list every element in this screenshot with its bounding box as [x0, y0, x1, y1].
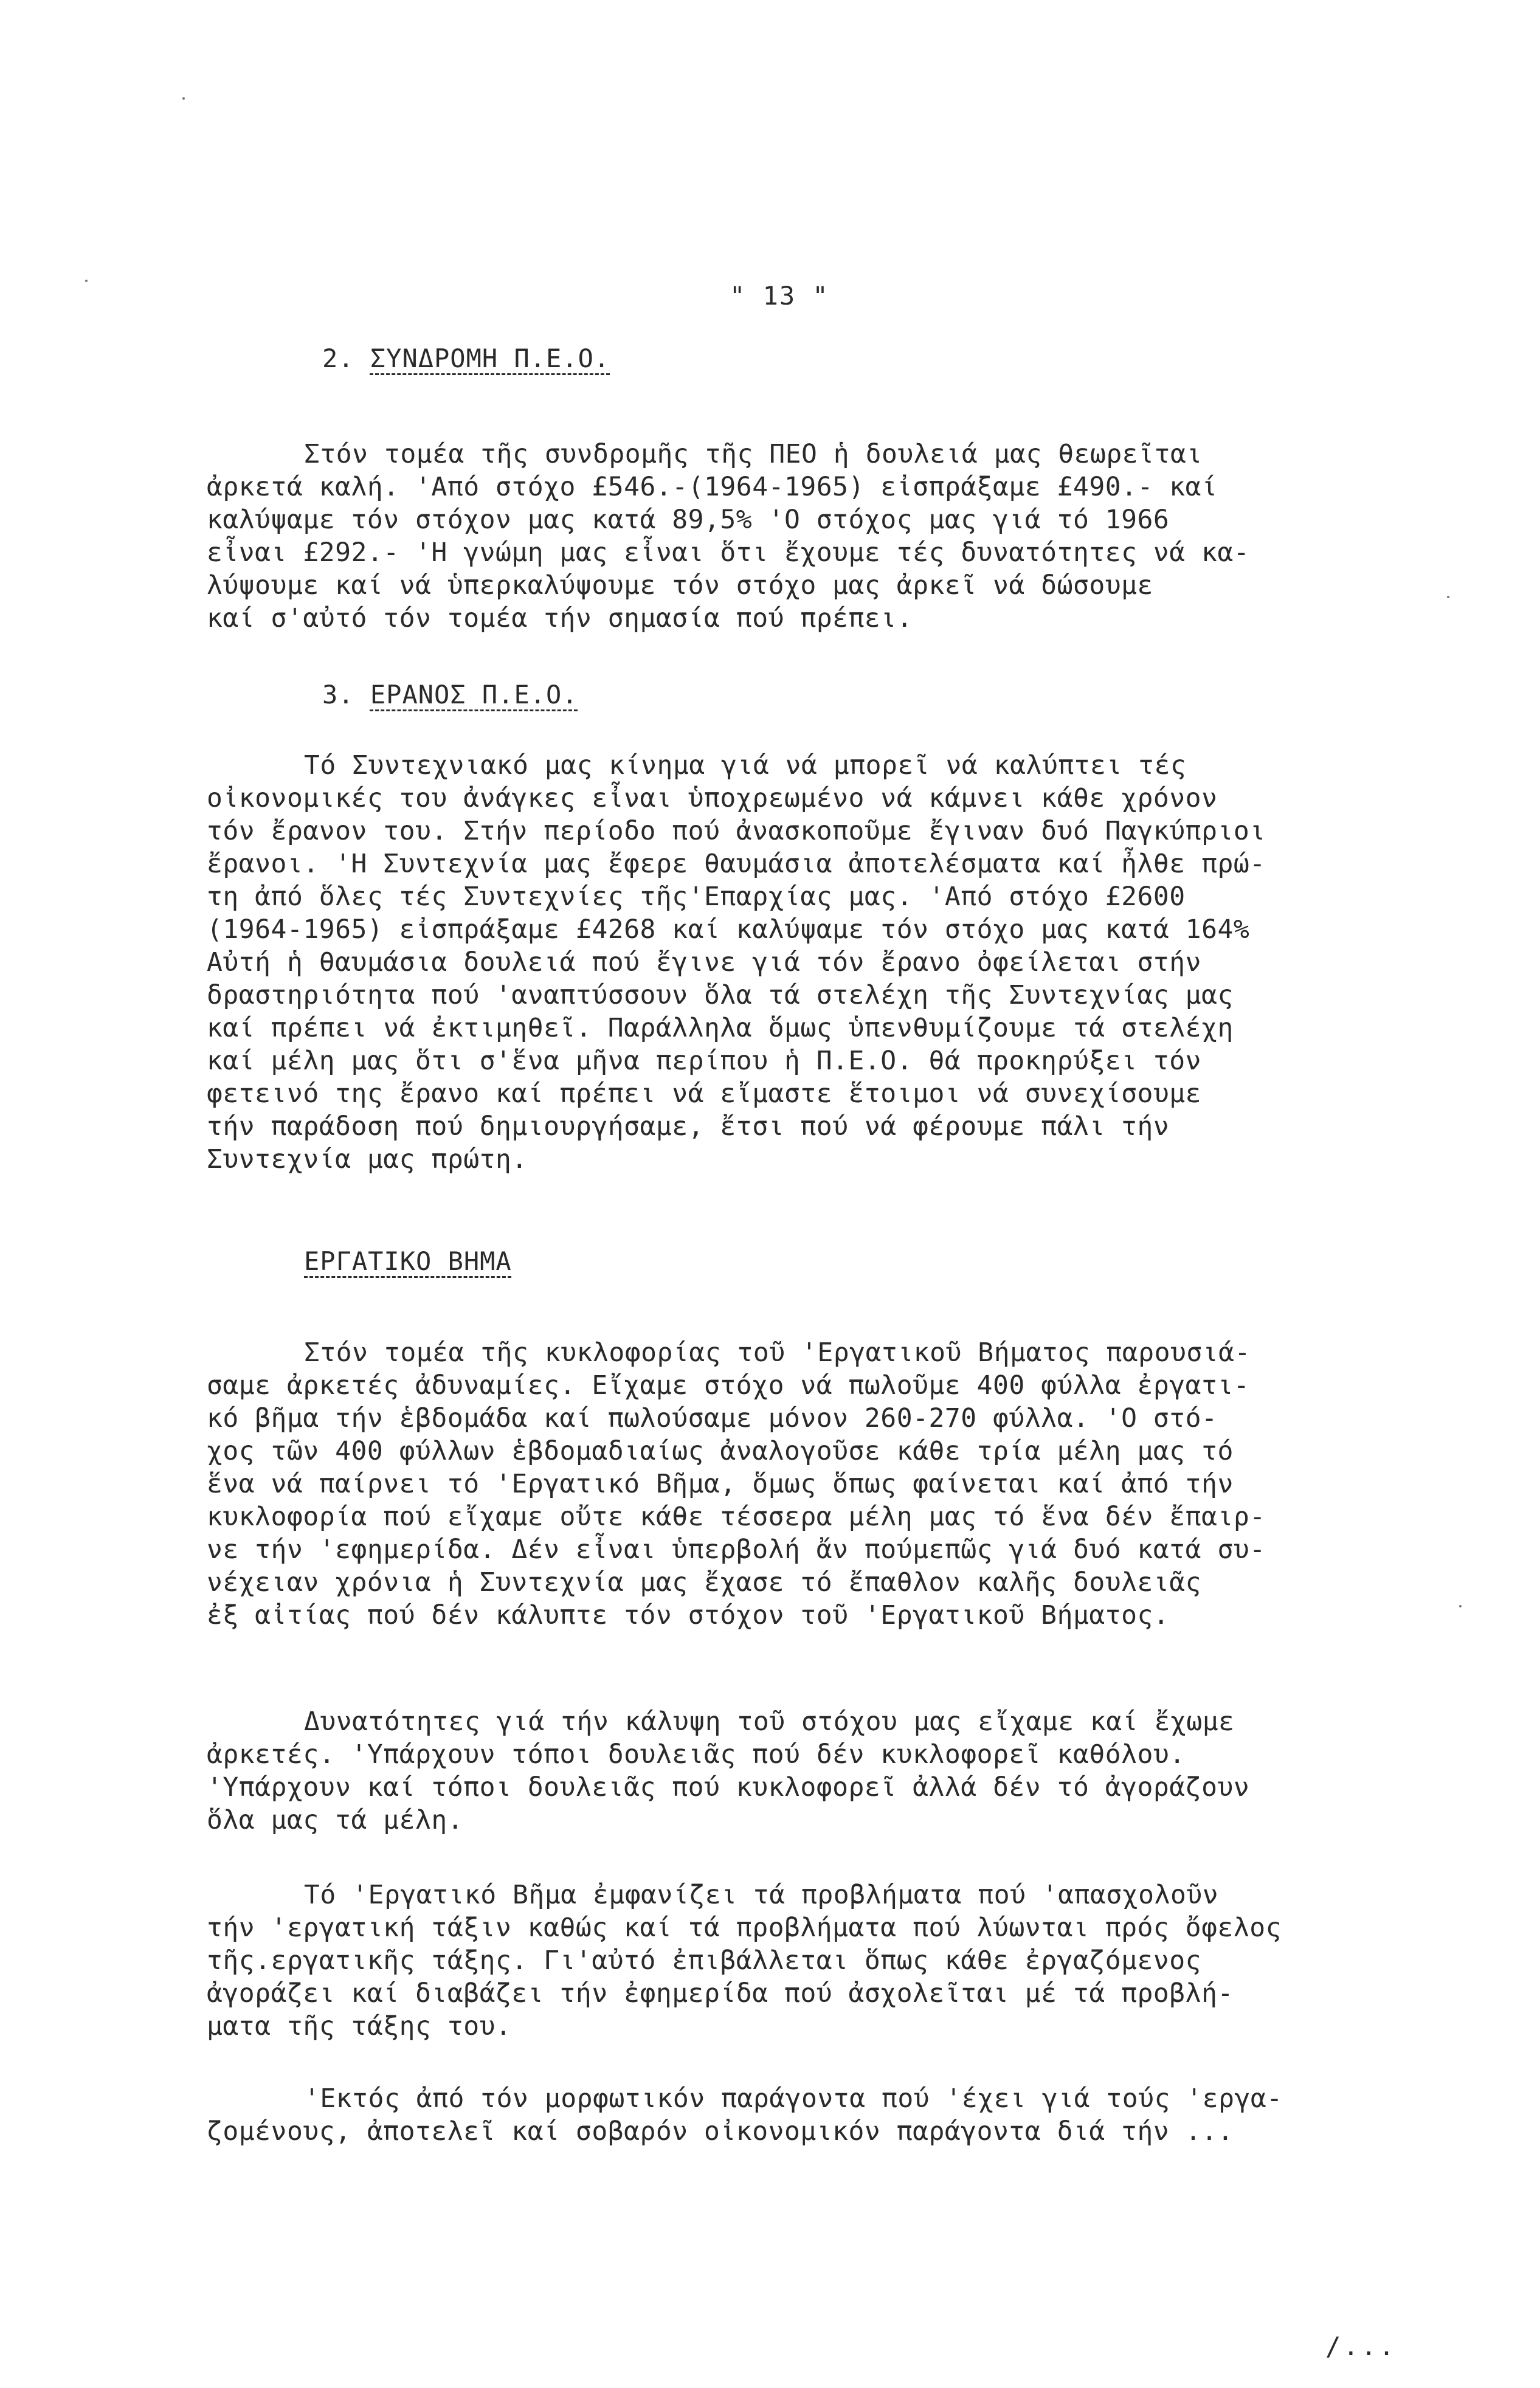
- continuation-mark: /...: [1325, 2331, 1397, 2361]
- text-line: Τό Συντεχνιακό μας κίνημα γιά νά μπορεῖ νά καλύπτει τές: [304, 750, 1187, 781]
- text-line: ἀρκετές. 'Υπάρχουν τόποι δουλειᾶς πού δέν κυκλοφορεῖ καθόλου.: [207, 1739, 1186, 1770]
- text-line: νε τήν 'εφημερίδα. Δέν εἶναι ὑπερβολή ἄν πούμεπῶς γιά δυό κατά συ-: [207, 1534, 1266, 1565]
- section-title: ΣΥΝΔΡΟΜΗ Π.Ε.Ο.: [370, 343, 610, 373]
- text-line: ἕνα νά παίρνει τό 'Εργατικό Βῆμα, ὅμως ὅπως φαίνεται καί ἀπό τήν: [207, 1469, 1234, 1499]
- paragraph-synarthmh: [207, 438, 1423, 635]
- scan-speck: [1447, 596, 1449, 598]
- text-line: Τό 'Εργατικό Βῆμα ἐμφανίζει τά προβλήματα πού 'απασχολοῦν: [304, 1880, 1219, 1910]
- scan-speck: [85, 280, 88, 282]
- text-line: τήν παράδοση πού δημιουργήσαμε, ἔτσι πού νά φέρουμε πάλι τήν: [207, 1111, 1170, 1142]
- paragraph-ergatiko-2: [207, 1705, 1423, 1837]
- section-heading-eranos: [322, 680, 578, 709]
- section-heading-synarthmh: [322, 343, 610, 373]
- page-number: " 13 ": [730, 281, 829, 311]
- text-line: ἔρανοι. 'Η Συντεχνία μας ἔφερε θαυμάσια ἀποτελέσματα καί ἦλθε πρώ-: [207, 849, 1266, 879]
- text-line: Συντεχνία μας πρώτη.: [207, 1144, 528, 1175]
- text-line: εἶναι £292.- 'Η γνώμη μας εἶναι ὅτι ἔχουμε τές δυνατότητες νά κα-: [207, 537, 1250, 568]
- text-line: λύψουμε καί νά ὑπερκαλύψουμε τόν στόχο μας ἀρκεῖ νά δώσουμε: [207, 570, 1153, 601]
- text-line: οἰκονομικές του ἀνάγκες εἶναι ὑποχρεωμένο νά κάμνει κάθε χρόνον: [207, 783, 1218, 813]
- text-line: καί μέλη μας ὅτι σ'ἕνα μῆνα περίπου ἡ Π.Ε.Ο. θά προκηρύξει τόν: [207, 1046, 1202, 1076]
- text-line: (1964-1965) εἰσπράξαμε £4268 καί καλύψαμε τόν στόχο μας κατά 164%: [207, 914, 1250, 945]
- text-line: κυκλοφορία πού εἴχαμε οὔτε κάθε τέσσερα μέλη μας τό ἕνα δέν ἔπαιρ-: [207, 1502, 1266, 1532]
- text-line: Δυνατότητες γιά τήν κάλυψη τοῦ στόχου μας εἴχαμε καί ἔχωμε: [304, 1706, 1235, 1737]
- text-line: δραστηριότητα πού 'αναπτύσσουν ὅλα τά στελέχη τῆς Συντεχνίας μας: [207, 980, 1234, 1010]
- text-line: χος τῶν 400 φύλλων ἑβδομαδιαίως ἀναλογοῦσε κάθε τρία μέλη μας τό: [207, 1436, 1234, 1466]
- text-line: τῆς.εργατικῆς τάξης. Γι'αὐτό ἐπιβάλλεται ὅπως κάθε ἐργαζόμενος: [207, 1945, 1202, 1976]
- text-line: νέχειαν χρόνια ἡ Συντεχνία μας ἔχασε τό ἔπαθλον καλῆς δουλειᾶς: [207, 1567, 1202, 1598]
- text-line: ματα τῆς τάξης του.: [207, 2011, 512, 2041]
- text-line: σαμε ἀρκετές ἀδυναμίες. Εἴχαμε στόχο νά πωλοῦμε 400 φύλλα ἐργατι-: [207, 1370, 1250, 1401]
- text-line: 'Υπάρχουν καί τόποι δουλειᾶς πού κυκλοφορεῖ ἀλλά δέν τό ἀγοράζουν: [207, 1772, 1250, 1803]
- section-number: 2.: [322, 343, 354, 373]
- text-line: ἀγοράζει καί διαβάζει τήν ἐφημερίδα πού ἀσχολεῖται μέ τά προβλή-: [207, 1978, 1234, 2009]
- paragraph-ergatiko-3: [207, 1879, 1423, 2043]
- section-title: ΕΡΑΝΟΣ Π.Ε.Ο.: [370, 680, 578, 709]
- text-line: Στόν τομέα τῆς κυκλοφορίας τοῦ 'Εργατικοῦ Βήματος παρουσιά-: [304, 1337, 1251, 1368]
- text-line: τήν 'εργατική τάξιν καθώς καί τά προβλήματα πού λύωνται πρός ὄφελος: [207, 1913, 1282, 1943]
- text-line: καί πρέπει νά ἐκτιμηθεῖ. Παράλληλα ὅμως ὑπενθυμίζουμε τά στελέχη: [207, 1013, 1234, 1043]
- text-line: καλύψαμε τόν στόχον μας κατά 89,5% 'Ο στόχος μας γιά τό 1966: [207, 505, 1170, 535]
- scan-speck: [1459, 1605, 1462, 1607]
- text-line: καί σ'αὐτό τόν τομέα τήν σημασία πού πρέπει.: [207, 603, 913, 633]
- section-number: 3.: [322, 680, 354, 709]
- section-heading-ergatiko: [304, 1246, 512, 1276]
- text-line: Στόν τομέα τῆς συνδρομῆς τῆς ΠΕΟ ἡ δουλειά μας θεωρεῖται: [304, 439, 1203, 469]
- paragraph-eranos: [207, 749, 1423, 1176]
- text-line: ὅλα μας τά μέλη.: [207, 1805, 464, 1835]
- text-line: 'Εκτός ἀπό τόν μορφωτικόν παράγοντα πού 'έχει γιά τούς 'εργα-: [304, 2083, 1283, 2114]
- text-line: τόν ἔρανον του. Στήν περίοδο πού ἀνασκοποῦμε ἔγιναν δυό Παγκύπριοι: [207, 816, 1266, 846]
- section-title: ΕΡΓΑΤΙΚΟ ΒΗΜΑ: [304, 1246, 512, 1276]
- text-line: κό βῆμα τήν ἑβδομάδα καί πωλούσαμε μόνον 260-270 φύλλα. 'Ο στό-: [207, 1403, 1218, 1434]
- text-line: ἀρκετά καλή. 'Από στόχο £546.-(1964-1965) εἰσπράξαμε £490.- καί: [207, 472, 1218, 502]
- scan-speck: [182, 97, 185, 100]
- text-line: τη ἀπό ὅλες τές Συντεχνίες τῆς'Επαρχίας μας. 'Από στόχο £2600: [207, 882, 1186, 912]
- text-line: Αὐτή ἡ θαυμάσια δουλειά πού ἔγινε γιά τόν ἔρανο ὀφείλεται στήν: [207, 947, 1202, 978]
- paragraph-ergatiko-4: [207, 2082, 1423, 2148]
- text-line: φετεινό της ἔρανο καί πρέπει νά εἴμαστε ἕτοιμοι νά συνεχίσουμε: [207, 1078, 1202, 1109]
- text-line: ἐξ αἰτίας πού δέν κάλυπτε τόν στόχον τοῦ 'Εργατικοῦ Βήματος.: [207, 1600, 1170, 1631]
- paragraph-ergatiko-1: [207, 1336, 1423, 1632]
- text-line: ζομένους, ἀποτελεῖ καί σοβαρόν οἰκονομικόν παράγοντα διά τήν ...: [207, 2116, 1234, 2147]
